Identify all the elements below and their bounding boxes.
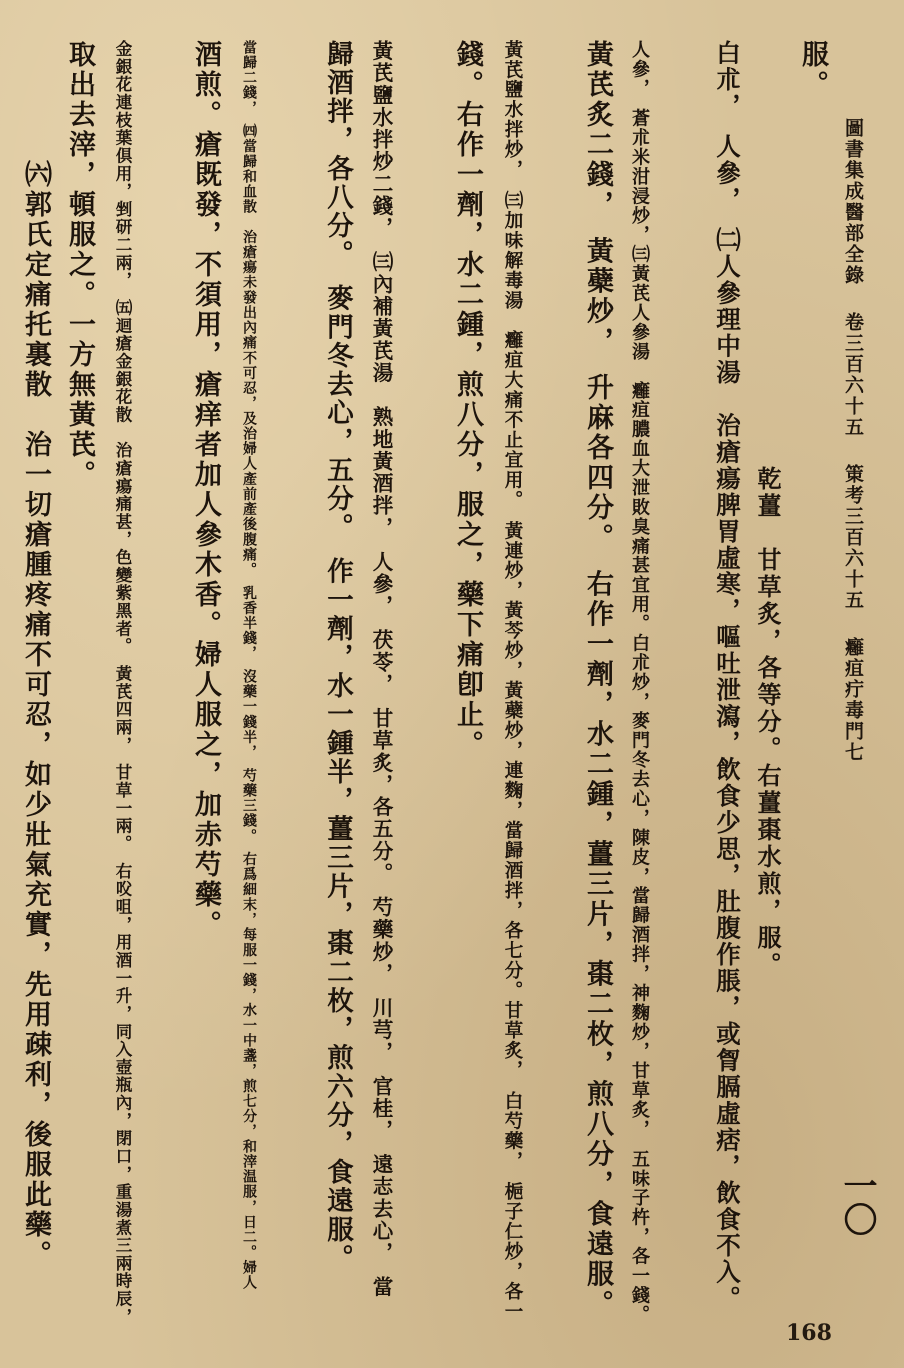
text-column: 取出去滓，頓服之。一方無黃芪。 [64,40,95,490]
text-column: 金銀花連枝葉倶用，剉研二兩， ㈤迴瘡金銀花散 治瘡瘍痛甚，色變紫黑者。 黃芪四兩， 甘草一兩。 右㕮咀，用酒一升，同入壺瓶內，閉口，重湯煮三兩時辰， [113,40,132,1326]
text-column: 黃芪炙二錢， 黃蘗炒， 升麻各四分。 右作一劑，水二鍾，薑三片，棗二枚，煎八分，食遠服。 [582,40,613,1320]
text-column: 當歸二錢， ㈣當歸和血散 治瘡瘍未發出內痛不可忍，及治婦人產前產後腹痛。 乳香半錢， 沒藥一錢半， 芍藥三錢。 右爲細末，每服一錢，水一中盞，煎七分，和滓温服，日二。婦人 [241,40,257,1291]
running-header [836,118,870,763]
text-column: 乾薑 甘草炙，各等分。右薑棗水煎，服。 [753,250,782,979]
text-column: 服。 [797,40,828,100]
bibliography-label: 䇿考三百六十五 [842,464,864,611]
page-number-top: 一〇 [837,1168,877,1236]
folio-number: 168 [786,1320,832,1346]
book-title: 圖書集成醫部全錄 [842,118,864,286]
text-column: 白朮， 人參， ㈡人參理中湯 治瘡瘍脾胃虛寒，嘔吐泄瀉，飲食少思，肚腹作脹，或胷膈虛痞，飲食不入。 [713,40,742,1313]
text-column: 酒煎。瘡既發，不須用，瘡痒者加人參木香。婦人服之，加赤芍藥。 [190,40,221,940]
text-column: 歸酒拌，各八分。 麥門冬去心，五分。 作一劑，水一鍾半，薑三片，棗二枚，煎六分，食遠服。 [322,40,353,1273]
text-column: 人參， 蒼朮米泔浸炒，㈢黃芪人參湯 癰疽膿血大泄敗臭痛甚宜用。白朮炒，麥門冬去心，陳皮，當歸酒拌，神麴炒，甘草炙， 五味子杵，各一錢。 [629,40,650,1325]
volume-label: 卷三百六十五 [842,312,864,438]
text-column: 錢。右作一劑，水二鍾，煎八分，服之，藥下痛卽止。 [452,40,483,760]
text-column: ㈥郭氏定痛托裏散 治一切瘡腫疼痛不可忍，如少壯氣充實，先用疎利，後服此藥。 [20,40,51,1270]
text-column: 黃芪鹽水拌炒， ㈢加味解毒湯 癰疽大痛不止宜用。 黃連炒，黃芩炒，黃蘗炒，連麴，當歸酒拌，各七分。甘草炙， 白芍藥， 梔子仁炒，各一 [502,40,523,1322]
text-column: 黃芪鹽水拌炒二錢， ㈢內補黃芪湯 熟地黃酒拌， 人參， 茯苓， 甘草炙，各五分。 芍藥炒， 川芎， 官桂， 遠志去心， 當 [369,40,393,1299]
section-label: 癰疽疔毒門七 [842,637,864,763]
